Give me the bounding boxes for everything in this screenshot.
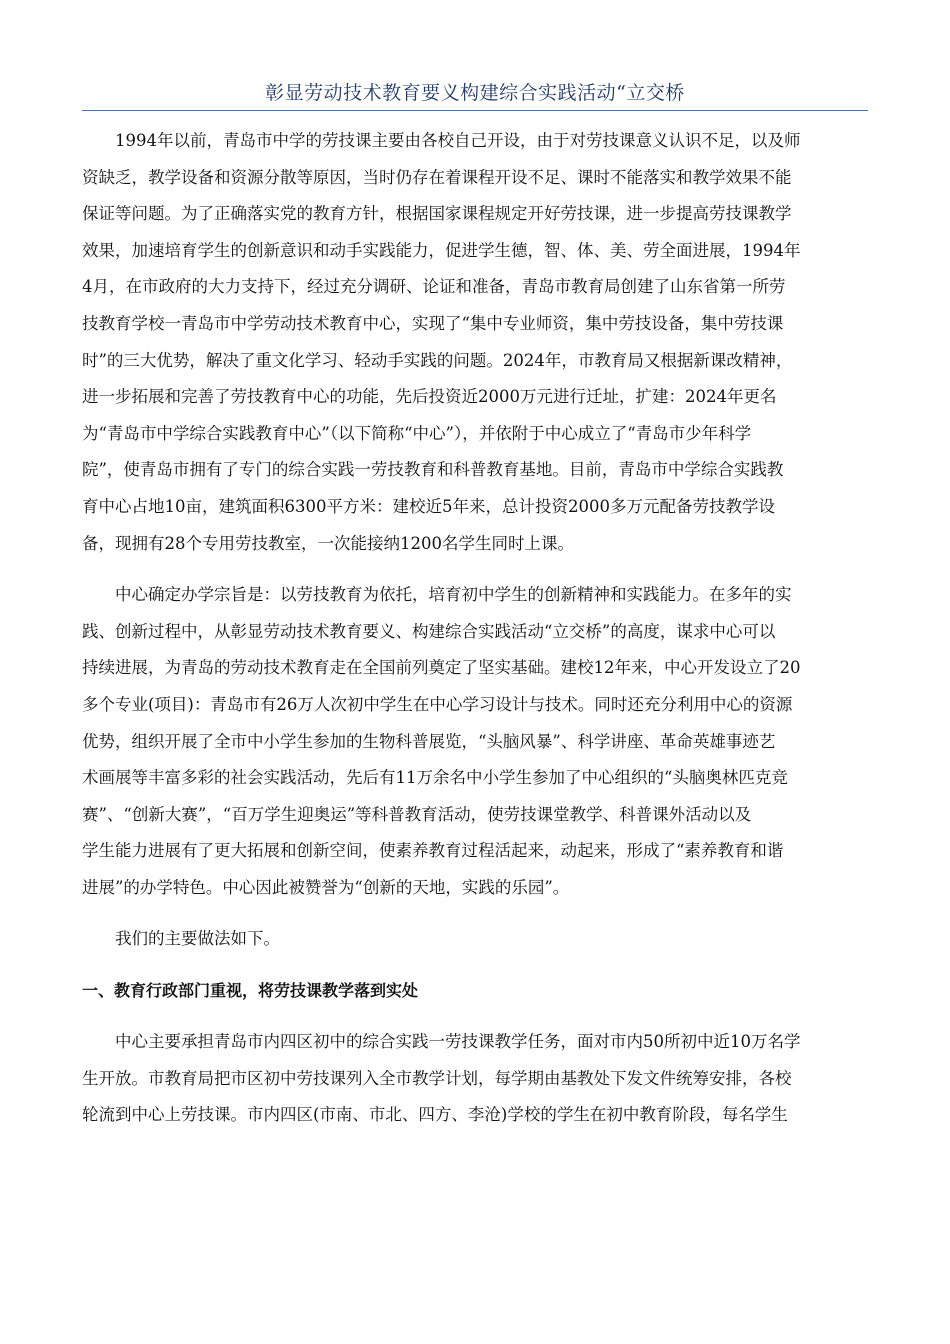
paragraph-section-one — [82, 1024, 868, 1134]
paragraph-line: 为“青岛市中学综合实践教育中心”（以下简称“中心”），并依附于中心成立了“青岛市少年科学 — [82, 423, 752, 443]
paragraph-line: 中心确定办学宗旨是：以劳技教育为依托，培育初中学生的创新精神和实践能力。在多年的实 — [115, 585, 792, 605]
paragraph-spacer — [82, 906, 868, 921]
paragraph-line: 多个专业(项目)：青岛市有26万人次初中学生在中心学习设计与技术。同时还充分利用中心的资源 — [82, 694, 793, 714]
paragraph-line: 进展”的办学特色。中心因此被赞誉为“创新的天地，实践的乐园”。 — [82, 877, 570, 897]
paragraph-line: 中心主要承担青岛市内四区初中的综合实践一劳技课教学任务，面对市内50所初中近10万名学 — [115, 1032, 801, 1052]
paragraph-line: 我们的主要做法如下。 — [115, 929, 280, 949]
paragraph-line: 备，现拥有28个专用劳技教室，一次能接纳1200名学生同时上课。 — [82, 533, 574, 553]
document-title: 彰显劳动技术教育要义构建综合实践活动“立交桥 — [265, 82, 685, 104]
paragraph-history — [82, 123, 868, 562]
paragraph-intro — [82, 921, 868, 958]
paragraph-line: 效果，加速培育学生的创新意识和动手实践能力，促进学生德，智、体、美、劳全面进展，1994年 — [82, 240, 801, 260]
paragraph-line: 进一步拓展和完善了劳技教育中心的功能，先后投资近2000万元进行迁址，扩建：2024年更名 — [82, 387, 777, 407]
paragraph-spacer — [82, 958, 868, 973]
paragraph-line: 生开放。市教育局把市区初中劳技课列入全市教学计划，每学期由基教处下发文件统筹安排，各校 — [82, 1068, 792, 1088]
paragraph-line: 院”，使青岛市拥有了专门的综合实践一劳技教育和科普教育基地。目前，青岛市中学综合实践教 — [82, 460, 784, 480]
paragraph-line: 4月，在市政府的大力支持下，经过充分调研、论证和准备，青岛市教育局创建了山东省第一所劳 — [82, 277, 786, 297]
paragraph-spacer — [82, 1009, 868, 1024]
paragraph-mission — [82, 577, 868, 906]
paragraph-line: 时”的三大优势，解决了重文化学习、轻动手实践的问题。2024年，市教育局又根据新课改精神， — [82, 350, 793, 370]
paragraph-line: 践、创新过程中，从彰显劳动技术教育要义、构建综合实践活动“立交桥”的高度，谋求中心可以 — [82, 621, 776, 641]
section-heading: 一、教育行政部门重视，将劳技课教学落到实处 — [82, 981, 419, 1001]
paragraph-line: 育中心占地10亩，建筑面积6300平方米：建校近5年来，总计投资2000多万元配备劳技教学设 — [82, 496, 775, 516]
document-page — [82, 78, 868, 1134]
paragraph-line: 保证等问题。为了正确落实党的教育方针，根据国家课程规定开好劳技课，进一步提高劳技课教学 — [82, 204, 792, 224]
paragraph-line: 持续进展，为青岛的劳动技术教育走在全国前列奠定了坚实基础。建校12年来，中心开发设立了20 — [82, 658, 801, 678]
paragraph-line: 学生能力进展有了更大拓展和创新空间，使素养教育过程活起来，动起来，形成了“素养教育和谐 — [82, 841, 784, 861]
paragraph-line: 1994年以前，青岛市中学的劳技课主要由各校自己开设，由于对劳技课意义认识不足，以及师 — [115, 131, 801, 150]
title-underline — [82, 110, 868, 111]
paragraph-line: 赛”、“创新大赛”，“百万学生迎奥运”等科普教育活动，使劳技课堂教学、科普课外活动以及 — [82, 804, 752, 824]
paragraph-spacer — [82, 562, 868, 577]
paragraph-line: 优势，组织开展了全市中小学生参加的生物科普展览，“头脑风暴”、科学讲座、革命英雄事迹艺 — [82, 731, 776, 751]
paragraph-line: 技教育学校一青岛市中学劳动技术教育中心，实现了“集中专业师资，集中劳技设备，集中劳技课 — [82, 313, 784, 333]
paragraph-line: 术画展等丰富多彩的社会实践活动，先后有11万余名中小学生参加了中心组织的“头脑奥林匹克竞 — [82, 768, 788, 788]
paragraph-line: 轮流到中心上劳技课。市内四区(市南、市北、四方、李沧)学校的学生在初中教育阶段，每名学生 — [82, 1105, 788, 1125]
paragraph-line: 资缺乏，教学设备和资源分散等原因，当时仍存在着课程开设不足、课时不能落实和教学效果不能 — [82, 167, 792, 187]
